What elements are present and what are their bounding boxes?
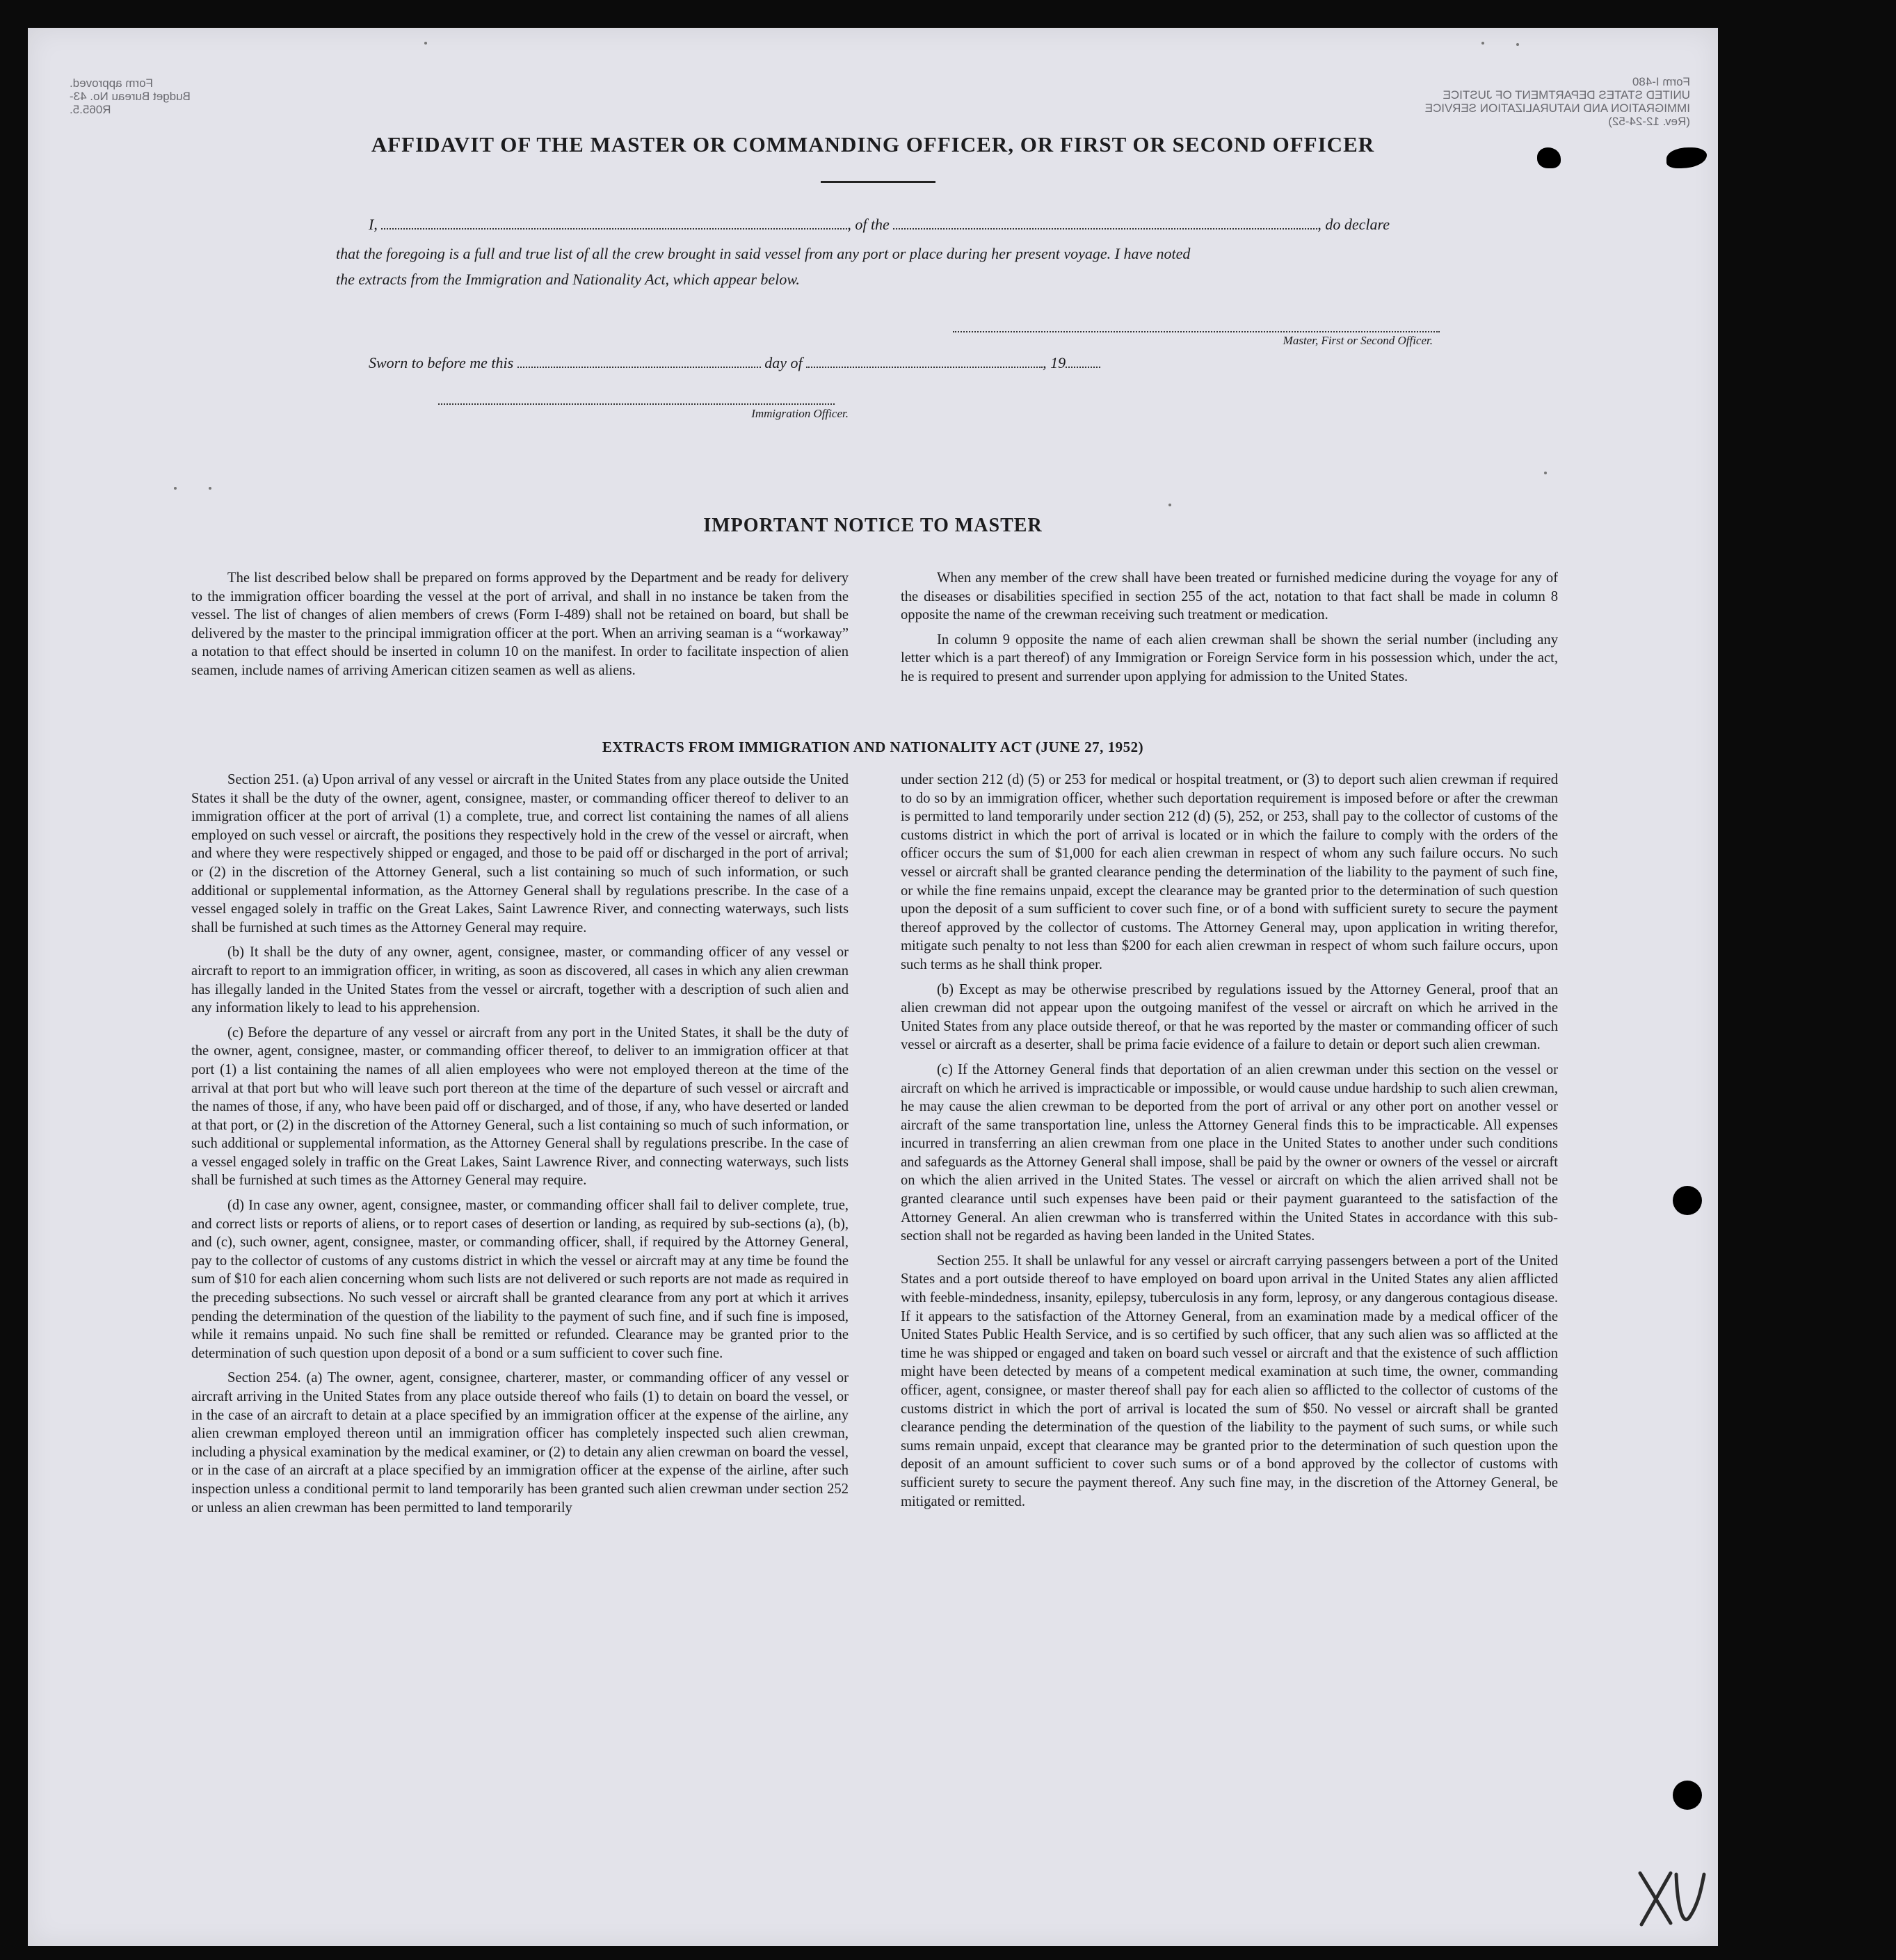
right-stamp-line: (Rev. 12-24-52) xyxy=(1608,115,1690,128)
i-label: I, xyxy=(369,216,378,233)
speck xyxy=(209,487,211,490)
punch-hole xyxy=(1673,1781,1702,1810)
document-page xyxy=(28,28,1718,1946)
notice-paragraph: In column 9 opposite the name of each alien crewman shall be shown the serial number (including any letter which is a part thereof) of any Immigration or Foreign Service form in his possession which, under the act, he is required to present and surrender upon applying for admission to the United States. xyxy=(901,632,1558,684)
notice-title: IMPORTANT NOTICE TO MASTER xyxy=(703,515,1043,536)
section-254-c: (c) If the Attorney General finds that deportation of an alien crewman under this section on the vessel or aircraft on which he arrived is impracticable or impossible, or would cause undue hardship to such alien crewman, he may cause the alien crewman to be deported from the port of arrival or any other port on another vessel or aircraft of the same transportation line, unless the Attorney General finds this to be impracticable. All expenses incurred in transferring an alien crewman from one place in the United States to another under such conditions and safeguards as the Attorney General shall impose, shall be paid by the owner or owners of the vessel or aircraft on which the alien arrived in the United States. The vessel or aircraft on which the alien arrived shall not be granted clearance until such expenses have been paid or their payment guaranteed to the satisfaction of the Attorney General. An alien crewman who is transferred within the United States in accordance with this sub-section shall not be regarded as having been landed in the United States. xyxy=(901,1061,1558,1244)
day-of-label: day of xyxy=(764,354,803,371)
affidavit-title: AFFIDAVIT OF THE MASTER OR COMMANDING OFFICER, OR FIRST OR SECOND OFFICER xyxy=(371,132,1375,156)
right-stamp-line: Form I-480 xyxy=(1632,75,1690,88)
section-251-b: (b) It shall be the duty of any owner, agent, consignee, master, or commanding officer of any vessel or aircraft to report to an immigration officer, in writing, as soon as discovered, all cases in which any alien crewman has illegally landed in the United States from the vessel or aircraft, together with a description of such alien and any information likely to lead to his apprehension. xyxy=(191,945,849,1016)
section-251-c: (c) Before the departure of any vessel or aircraft from any port in the United States, it shall be the duty of the owner, agent, consignee, master, or commanding officer thereof, to deliver to an immigration officer at that port (1) a list containing the names of all alien employees who were not employed thereon at the time of the arrival at that port but who will leave such port thereon at the time of the departure of such vessel or aircraft and the names of those, if any, who have been paid off or discharged, and of those, if any, who have deserted or landed at that port, or (2) in the discretion of the Attorney General, such a list containing so much of such information, or such additional or supplemental information, as the Attorney General shall by regulations prescribe. In the case of a vessel engaged solely in traffic on the Great Lakes, Saint Lawrence River, and connecting waterways, such lists shall be furnished at such times as the Attorney General may require. xyxy=(191,1025,849,1189)
declaration-line xyxy=(369,214,1454,234)
speck xyxy=(1168,504,1171,506)
of-the-label: , of the xyxy=(847,216,890,233)
declaration-text xyxy=(336,241,1463,292)
notice-paragraph: When any member of the crew shall have been treated or furnished medicine during the voyage for any of the diseases or disabilities specified in section 255 of the act, notation to that fact shall be made in column 8 opposite the name of the crewman receiving such treatment or medication. xyxy=(901,570,1558,623)
sworn-line xyxy=(369,353,1203,372)
speck xyxy=(424,42,427,45)
right-stamp-line: IMMIGRATION AND NATURALIZATION SERVICE xyxy=(1424,102,1690,115)
notice-paragraph: The list described below shall be prepared on forms approved by the Department and be ready for delivery to the immigration officer boarding the vessel at the port of arrival, and shall in no instance be taken from the vessel. The list of changes of alien members of crews (Form I-489) shall not be retained on board, but shall be delivered by the master to the principal immigration officer at the port. When an arriving seaman is a “workaway” a notation to that effect should be inserted in column 10 on the manifest. In order to facilitate inspection of alien seamen, include names of arriving American citizen seamen as well as aliens. xyxy=(191,570,849,678)
name-blank[interactable] xyxy=(381,214,847,230)
section-255: Section 255. It shall be unlawful for any vessel or aircraft carrying passengers between a port of the United States and a port outside thereof to have employed on board upon arrival in the United States any alien afflicted with feeble-mindedness, insanity, epilepsy, tuberculosis in any form, leprosy, or any dangerous contagious disease. If it appears to the satisfaction of the Attorney General, from an examination made by a medical officer of the United States Public Health Service, and is so certified by such officer, that any such alien was so afflicted at the time he was shipped or engaged and taken on board such vessel or aircraft and that the existence of such affliction might have been detected by means of a competent medical examination at such time, the owner, commanding officer, agent, consignee, or master thereof shall pay for each alien so afflicted to the collector of customs of the customs district in which the port of arrival is located the sum of $50. No vessel or aircraft shall be granted clearance pending the determination of the question of the liability to the payment of such sums, or while such sums remain unpaid, except that clearance may be granted prior to the determination of such question upon the deposit of an amount sufficient to cover such sums or of a bond approved by the collector of customs with sufficient surety to secure the payment thereof. Any such fine may, in the discretion of the Attorney General, be mitigated or remitted. xyxy=(901,1253,1558,1509)
extracts-title: EXTRACTS FROM IMMIGRATION AND NATIONALITY ACT (JUNE 27, 1952) xyxy=(602,739,1144,755)
bleed-through-left-stamp xyxy=(70,77,223,116)
notice-right-column xyxy=(901,569,1558,693)
declaration-line2: the extracts from the Immigration and Nationality Act, which appear below. xyxy=(336,271,800,288)
master-caption: Master, First or Second Officer. xyxy=(1283,334,1433,347)
section-254-a: Section 254. (a) The owner, agent, consignee, charterer, master, or commanding officer of any vessel or aircraft arriving in the United States from any place outside thereof who fails (1) to detain on board the vessel, or in the case of an aircraft to detain at a place specified by an immigration officer at the expense of the airline, any alien crewman employed thereon until an immigration officer has completely inspected such alien crewman, including a physical examination by the medical examiner, or (2) to detain any alien crewman on board the vessel, or in the case of an aircraft at a place specified by an immigration officer at the expense of the airline, after such inspection unless a conditional permit to land temporarily has been granted such alien crewman under section 252 or unless an alien crewman has been permitted to land temporarily xyxy=(191,1370,849,1516)
day-blank[interactable] xyxy=(517,353,761,368)
section-254-a-cont: under section 212 (d) (5) or 253 for medical or hospital treatment, or (3) to deport such alien crewman if required to do so by an immigration officer, whether such deportation requirement is imposed before or after the crewman is permitted to land temporarily under section 212 (d) (5), 252, or 253, shall pay to the collector of customs of the customs district in which the port of arrival is located or in which the failure to comply with the orders of the officer occurs the sum of $1,000 for each alien crewman in respect of whom any such failure occurs. No such vessel or aircraft shall be granted clearance pending the determination of the liability to the payment of such fine, or while the fine remains unpaid, except the clearance may be granted prior to the determination of such question upon the deposit of a sum sufficient to cover such fine, or of a bond with sufficient surety to secure the payment thereof approved by the collector of customs. The Attorney General may, upon application in writing therefor, mitigate such penalty to not less than $200 for each alien crewman in respect of whom such failure occurs, upon such terms as he shall think proper. xyxy=(901,772,1558,972)
title-rule xyxy=(821,181,935,183)
left-stamp-line: Form approved. xyxy=(70,77,153,90)
do-declare-label: , do declare xyxy=(1317,216,1390,233)
officer-caption: Immigration Officer. xyxy=(751,407,849,420)
handwritten-mark xyxy=(1634,1867,1711,1930)
speck xyxy=(1481,42,1484,45)
punch-hole xyxy=(1673,1186,1702,1215)
sworn-label: Sworn to before me this xyxy=(369,354,514,371)
vessel-blank[interactable] xyxy=(893,214,1317,230)
notice-left-column xyxy=(191,569,849,686)
officer-signature-line[interactable] xyxy=(438,403,835,405)
section-251-d: (d) In case any owner, agent, consignee, master, or commanding officer shall fail to deliver complete, true, and correct lists or reports of aliens, or to report cases of desertion or landing, as required by sub-sections (a), (b), and (c), such owner, agent, consignee, master, or commanding officer, shall, if required by the Attorney General, pay to the collector of customs of any customs district in which the vessel or aircraft may at any time be found the sum of $10 for each alien concerning whom such lists are not delivered or such reports are not made as required in the preceding subsections. No such vessel or aircraft shall be granted clearance from any port at which it arrives pending the determination of the question of the liability to the payment of such fine, and if such fine is imposed, while it remains unpaid. No such fine shall be remitted or refunded. Clearance may be granted prior to the determination of such question upon deposit of a bond or a sum sufficient to cover such fine. xyxy=(191,1198,849,1361)
declaration-line1: that the foregoing is a full and true list of all the crew brought in said vessel from any port or place during her present voyage. I have noted xyxy=(336,245,1191,262)
section-251-a: Section 251. (a) Upon arrival of any vessel or aircraft in the United States from any place outside the United States it shall be the duty of the owner, agent, consignee, master, or commanding officer thereof to deliver to an immigration officer at the port of arrival (1) a complete, true, and correct list containing the names of all aliens employed on such vessel or aircraft, the positions they respectively hold in the crew of the vessel or aircraft, when and where they were respectively shipped or engaged, and those to be paid off or discharged in the port of arrival; or (2) in the discretion of the Attorney General, such a list containing so much of such information, or such additional or supplemental information, as the Attorney General shall by regulations prescribe. In the case of a vessel engaged solely in traffic on the Great Lakes, Saint Lawrence River, and connecting waterways, such lists shall be furnished at such times as the Attorney General may require. xyxy=(191,772,849,935)
left-stamp-line: Budget Bureau No. 43-R065.5. xyxy=(70,90,191,116)
speck xyxy=(174,487,177,490)
master-signature-line[interactable] xyxy=(953,331,1440,332)
bleed-through-right-stamp xyxy=(1384,75,1690,128)
speck xyxy=(1544,472,1547,474)
right-stamp-line: UNITED STATES DEPARTMENT OF JUSTICE xyxy=(1443,88,1690,102)
section-254-b: (b) Except as may be otherwise prescribed by regulations issued by the Attorney General, proof that an alien crewman did not appear upon the outgoing manifest of the vessel or aircraft on which he arrived in the United States from any place outside thereof, or that he was reported by the master or commanding officer of such vessel or aircraft as a deserter, shall be prima facie evidence of a failure to detain or deport such alien crewman. xyxy=(901,981,1558,1053)
speck xyxy=(1516,43,1519,46)
year-blank[interactable] xyxy=(1066,353,1100,368)
extracts-right-column xyxy=(901,771,1558,1517)
month-blank[interactable] xyxy=(806,353,1043,368)
year-label: , 19 xyxy=(1043,354,1066,371)
extracts-left-column xyxy=(191,771,849,1523)
